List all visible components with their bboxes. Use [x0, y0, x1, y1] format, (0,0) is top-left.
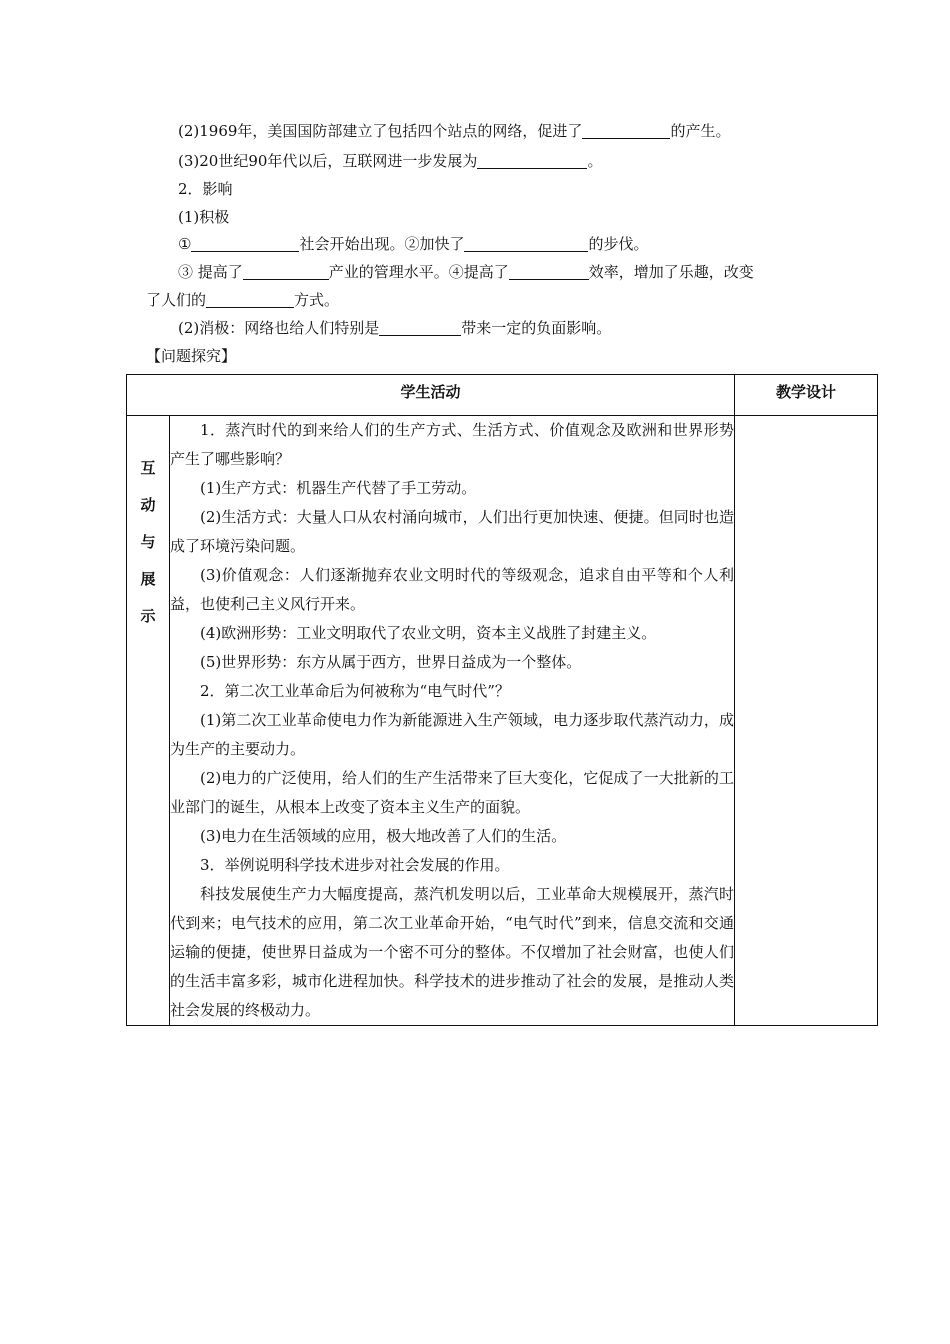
text: 的步伐。 — [588, 235, 649, 253]
text: 了人们的 — [146, 291, 207, 309]
fill-line-6 — [178, 262, 754, 282]
text: (3)20世纪90年代以后，互联网进一步发展为 — [178, 152, 478, 170]
text: 。 — [587, 152, 603, 170]
text: 方式。 — [294, 291, 340, 309]
fill-line-1 — [178, 121, 730, 141]
text: (2)1969年，美国国防部建立了包括四个站点的网络，促进了 — [178, 122, 583, 140]
activity-content-cell — [170, 416, 735, 1026]
fill-line-7 — [146, 290, 339, 310]
header-teaching-design — [735, 375, 878, 416]
blank-field[interactable] — [206, 291, 294, 308]
blank-field[interactable] — [191, 235, 299, 252]
side-label-cell — [127, 416, 170, 1026]
fill-line-2 — [178, 151, 602, 171]
side-char: 与 — [140, 533, 156, 551]
blank-field[interactable] — [464, 235, 588, 252]
blank-field[interactable] — [379, 319, 461, 336]
paragraph: 2．第二次工业革命后为何被称为“电气时代”？ — [200, 682, 510, 700]
paragraph: (1)生产方式：机器生产代替了手工劳动。 — [200, 479, 477, 497]
text: 带来一定的负面影响。 — [461, 319, 612, 337]
side-char: 动 — [140, 496, 156, 514]
paragraph: (3)价值观念：人们逐渐抛弃农业文明时代的等级观念，追求自由平等和个人利益，也使利己主义风行开来。 — [170, 566, 735, 613]
paragraph: 3．举例说明科学技术进步对社会发展的作用。 — [200, 856, 510, 874]
blank-field[interactable] — [477, 152, 587, 169]
fill-line-8 — [178, 318, 611, 338]
paragraph: (5)世界形势：东方从属于西方，世界日益成为一个整体。 — [200, 653, 582, 671]
paragraph: (2)生活方式：大量人口从农村涌向城市，人们出行更加快速、便捷。但同时也造成了环境污染问题。 — [170, 508, 735, 555]
inquiry-table — [126, 374, 878, 1026]
paragraph: (1)第二次工业革命使电力作为新能源进入生产领域，电力逐步取代蒸汽动力，成为生产的主要动力。 — [170, 711, 735, 758]
side-char: 互 — [140, 459, 156, 477]
header-student-activity — [127, 375, 735, 416]
side-char: 示 — [140, 607, 156, 625]
teaching-design-cell[interactable] — [735, 416, 878, 1026]
paragraph: 1．蒸汽时代的到来给人们的生产方式、生活方式、价值观念及欧洲和世界形势产生了哪些影响？ — [170, 421, 735, 468]
text: 的产生。 — [670, 122, 731, 140]
fill-line-5 — [178, 234, 648, 254]
paragraph: (2)电力的广泛使用，给人们的生产生活带来了巨大变化，它促成了一大批新的工业部门的诞生，从根本上改变了资本主义生产的面貌。 — [170, 769, 735, 816]
blank-field[interactable] — [582, 122, 670, 139]
paragraph: 科技发展使生产力大幅度提高，蒸汽机发明以后，工业革命大规模展开，蒸汽时代到来；电气技术的应用，第二次工业革命开始，“电气时代”到来，信息交流和交通运输的便捷，使世界日益成为一个密不可分的整体。不仅增加了社会财富，也使人们的生活丰富多彩，城市化进程加快。科学技术的进步推动了社会的发展，是推动人类社会发展的终极动力。 — [170, 885, 735, 1019]
header-label: 教学设计 — [776, 383, 837, 401]
text: 社会开始出现。②加快了 — [299, 235, 465, 253]
text: 效率，增加了乐趣，改变 — [588, 263, 754, 281]
paragraph: (4)欧洲形势：工业文明取代了农业文明，资本主义战胜了封建主义。 — [200, 624, 657, 642]
text: (2)消极：网络也给人们特别是 — [178, 319, 380, 337]
section-heading-impact: 2．影响 — [178, 180, 233, 198]
paragraph: (3)电力在生活领域的应用，极大地改善了人们的生活。 — [200, 827, 567, 845]
text: ① — [178, 235, 192, 253]
text: 产业的管理水平。④提高了 — [328, 263, 509, 281]
side-char: 展 — [140, 570, 156, 588]
header-label: 学生活动 — [400, 383, 461, 401]
subheading-positive: (1)积极 — [178, 208, 230, 226]
blank-field[interactable] — [509, 263, 589, 280]
text: ③ 提高了 — [178, 263, 243, 281]
blank-field[interactable] — [243, 263, 329, 280]
section-title-inquiry: 【问题探究】 — [146, 347, 237, 365]
